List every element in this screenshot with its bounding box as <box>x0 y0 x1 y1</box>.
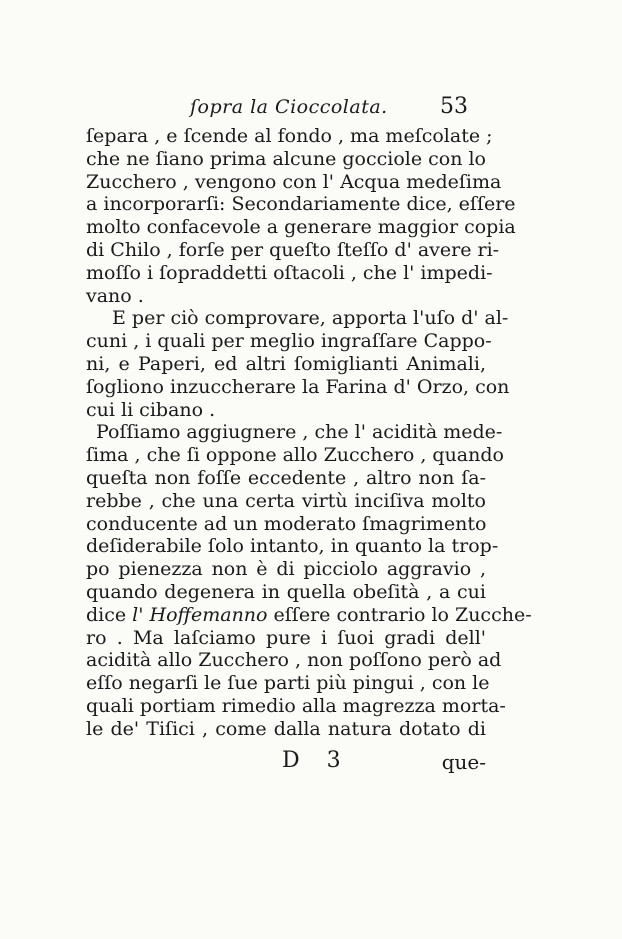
text-line: a incorporarſi: Secondariamente dice, eſſere <box>86 193 516 216</box>
paragraph-first-line: Poſſiamo aggiugnere , che l' acidità mede- <box>96 421 503 444</box>
text-line: po pienezza non è di picciolo aggravio , <box>86 558 486 581</box>
text-line: acidità allo Zucchero , non poſſono però ad <box>86 649 502 672</box>
paragraph-first-line: E per ciò comprovare, apporta l'uſo d' al- <box>112 307 509 330</box>
text-line: ſepara , e ſcende al fondo , ma meſcolate ; <box>86 125 493 147</box>
page-header <box>190 96 490 126</box>
text-line: ſogliono inzuccherare la Farina d' Orzo, con <box>86 375 510 398</box>
text-line: quali portiam rimedio alla magrezza morta- <box>86 695 506 717</box>
text-line: vano . <box>86 284 144 307</box>
text-line: ſima , che ſi oppone allo Zucchero , quando <box>86 444 504 467</box>
text-line: eſſo negarſi le ſue parti più pingui , con le <box>86 672 490 695</box>
text-line: di Chilo , forſe per queſto ſteſſo d' avere ri- <box>86 239 500 261</box>
text-line: rebbe , che una certa virtù inciſiva molto <box>86 489 486 512</box>
text-line: cuni , i quali per meglio ingraſſare Cappo- <box>86 330 492 353</box>
text-line: le de' Tiſici , come dalla natura dotato di <box>86 717 486 740</box>
text-line: moſſo i ſopraddetti oſtacoli , che l' impedi- <box>86 261 493 284</box>
text-line: dice l' Hoffemanno eſſere contrario lo Zucche- <box>86 603 532 626</box>
text-line: ro . Ma laſciamo pure i ſuoi gradi dell' <box>86 626 486 649</box>
text-line: molto confacevole a generare maggior copia <box>86 216 516 239</box>
running-title: ſopra la Cioccolata. <box>190 96 388 118</box>
text-line: ni, e Paperi, ed altri ſomiglianti Animali, <box>86 353 486 375</box>
signature-mark: D 3 <box>282 748 351 773</box>
text-line: Zucchero , vengono con l' Acqua medeſima <box>86 170 502 193</box>
text-line: deſiderabile ſolo intanto, in quanto la trop- <box>86 535 499 558</box>
page-number: 53 <box>440 94 468 119</box>
italic-author-name: l' Hoffemanno <box>132 603 268 626</box>
page-footer <box>86 748 486 782</box>
page-footer <box>86 905 486 939</box>
text-line: cui li cibano . <box>86 398 216 421</box>
text-line: conducente ad un moderato ſmagrimento <box>86 512 487 535</box>
text-line: queſta non foſſe eccedente , altro non ſa- <box>86 467 486 489</box>
catchword: que- <box>441 750 486 774</box>
text-line: quando degenera in quella obeſità , a cui <box>86 581 486 603</box>
text-line: che ne ſiano prima alcune gocciole con lo <box>86 147 486 170</box>
